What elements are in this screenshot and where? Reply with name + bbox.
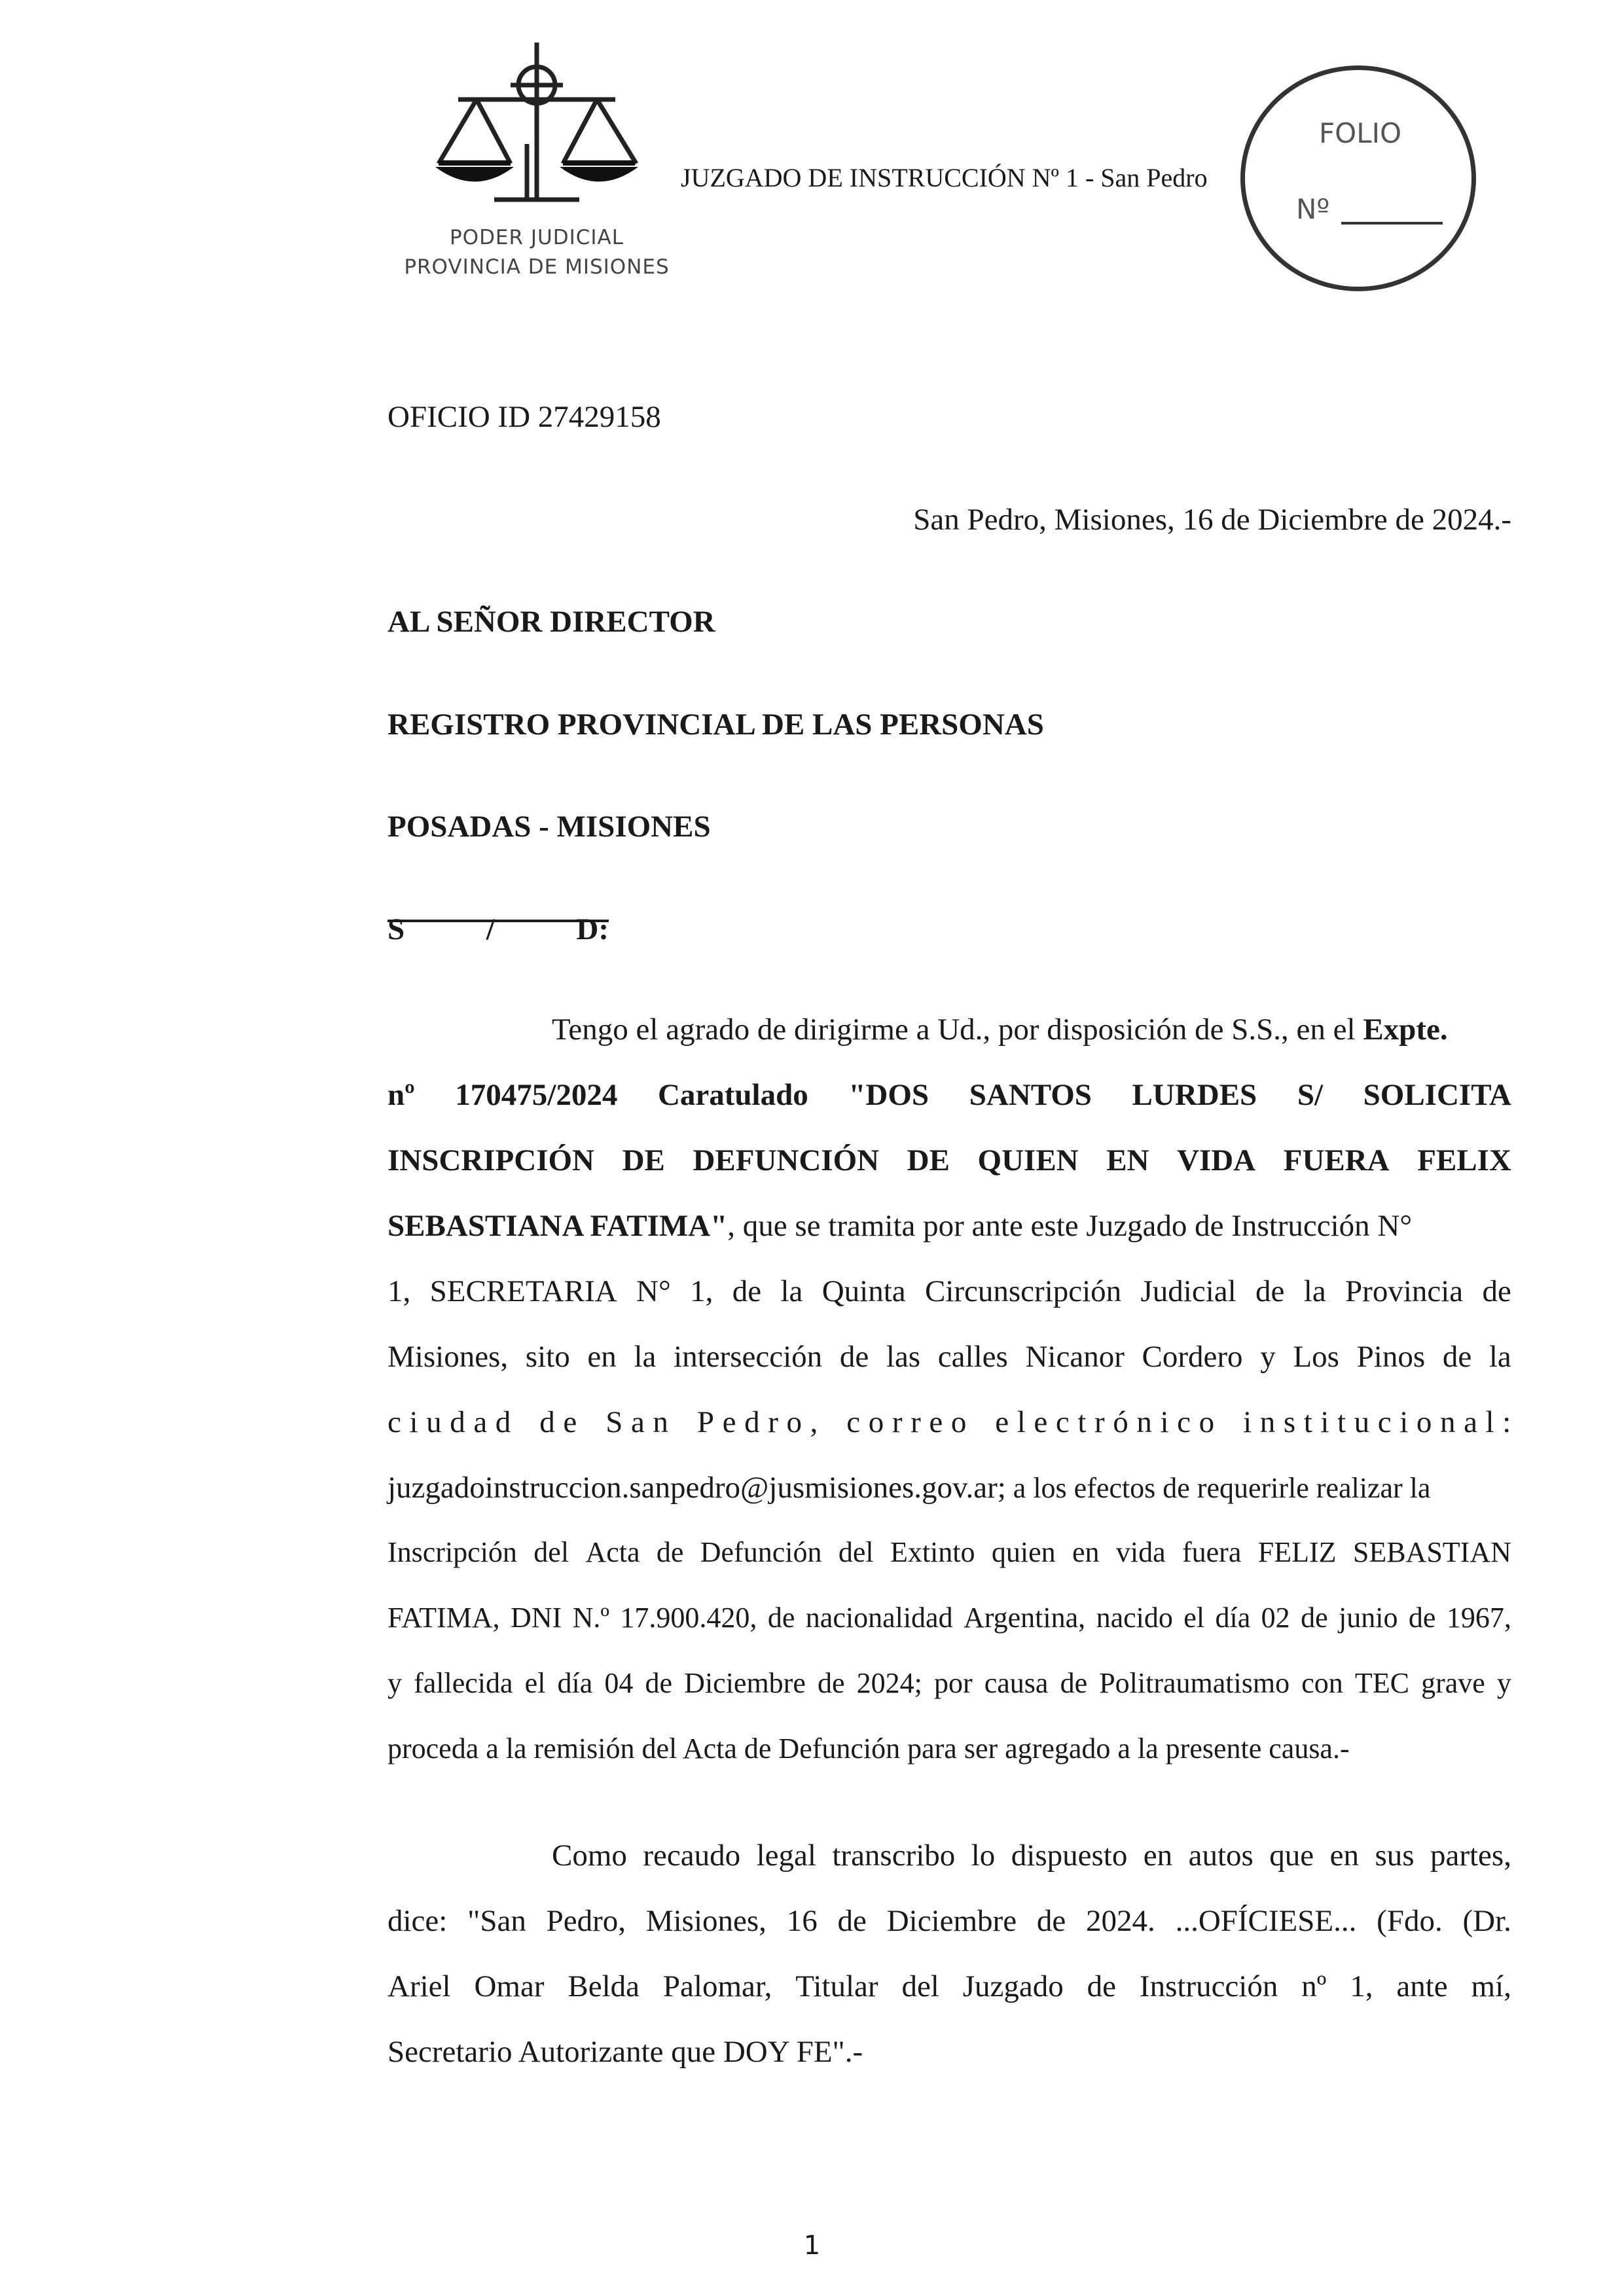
recipient-line-1: AL SEÑOR DIRECTOR <box>388 605 715 639</box>
word: 1, <box>690 1274 713 1308</box>
word: el <box>1183 1602 1205 1634</box>
word: i <box>1160 1405 1169 1439</box>
word: de <box>1087 1969 1117 2003</box>
word: que <box>1269 1839 1314 1873</box>
word: nº <box>1301 1969 1327 2003</box>
word: Pedro, <box>546 1904 626 1938</box>
word: r <box>1094 1405 1105 1439</box>
word: t <box>1337 1405 1346 1439</box>
word: : <box>1502 1405 1511 1439</box>
sd-underline <box>388 920 609 922</box>
word: del <box>838 1536 874 1568</box>
word: Caratulado <box>657 1078 808 1112</box>
word: 170475/2024 <box>455 1078 618 1112</box>
word: de <box>1482 1274 1511 1308</box>
para1-line-9 <box>388 1535 1511 1569</box>
word: SEBASTIAN <box>1352 1536 1511 1568</box>
word: DE <box>622 1143 665 1177</box>
word: Misiones, <box>388 1340 509 1374</box>
word <box>1223 1405 1235 1440</box>
word: a <box>1464 1405 1477 1439</box>
word: Diciembre <box>684 1667 806 1699</box>
word: de <box>645 1667 673 1699</box>
word: SOLICITA <box>1363 1078 1511 1112</box>
word: causa <box>984 1667 1049 1699</box>
word: Provincia <box>1345 1274 1464 1308</box>
word: de <box>1408 1602 1436 1634</box>
word: Juzgado <box>962 1969 1064 2003</box>
word: r <box>768 1405 778 1439</box>
word <box>826 1405 839 1440</box>
word <box>585 1405 598 1440</box>
para1-line-2 <box>388 1077 1511 1113</box>
para1-line-10 <box>388 1601 1511 1634</box>
para2-line-1 <box>552 1838 1511 1873</box>
word: "DOS <box>848 1078 929 1112</box>
word: el <box>524 1667 546 1699</box>
word: QUIEN <box>977 1143 1079 1177</box>
para1-line-3 <box>388 1143 1511 1178</box>
word: en <box>1143 1839 1173 1873</box>
word: lo <box>971 1839 996 1873</box>
word: (Dr. <box>1462 1904 1511 1938</box>
word: fallecida <box>414 1667 513 1699</box>
word: y <box>1260 1340 1276 1374</box>
word: Como <box>552 1839 627 1873</box>
word: transcribo <box>832 1839 956 1873</box>
word: por <box>933 1667 973 1699</box>
word: Pinos <box>1356 1340 1426 1374</box>
word: día <box>1215 1602 1251 1634</box>
word: la <box>1303 1274 1326 1308</box>
word: Extinto <box>890 1536 975 1568</box>
word: de <box>1442 1340 1472 1374</box>
word: FATIMA, <box>388 1602 500 1634</box>
word: Argentina, <box>964 1602 1086 1634</box>
word: INSCRIPCIÓN <box>388 1143 594 1177</box>
word: Ariel <box>388 1969 451 2003</box>
word: SECRETARIA <box>429 1274 617 1308</box>
word: recaudo <box>643 1839 741 1873</box>
sd-salutation: S / D: <box>388 912 609 946</box>
word: sus <box>1375 1839 1415 1873</box>
para1-line-7 <box>388 1405 1511 1440</box>
word: d <box>450 1405 465 1439</box>
word: en <box>1329 1839 1359 1873</box>
word: del <box>533 1536 569 1568</box>
word: la <box>780 1274 803 1308</box>
word: quien <box>991 1536 1056 1568</box>
word: DNI <box>510 1602 562 1634</box>
word: legal <box>756 1839 816 1873</box>
word: nacionalidad <box>805 1602 953 1634</box>
date-place: San Pedro, Misiones, 16 de Diciembre de 2024.- <box>913 503 1511 537</box>
court-email: juzgadoinstruccion.sanpedro@jusmisiones.gov.ar; <box>388 1471 1006 1505</box>
word: o <box>868 1405 884 1439</box>
word: día <box>557 1667 593 1699</box>
word: Belda <box>568 1969 640 2003</box>
word: N.º <box>572 1602 609 1634</box>
word: DE <box>907 1143 950 1177</box>
word: Omar <box>474 1969 545 2003</box>
word: 16 <box>786 1904 818 1938</box>
word: de <box>1255 1274 1285 1308</box>
word: EN <box>1106 1143 1149 1177</box>
word: e <box>722 1405 736 1439</box>
word: c <box>846 1405 861 1439</box>
word: l <box>1485 1405 1494 1439</box>
word: c <box>1055 1405 1070 1439</box>
word: con <box>1301 1667 1343 1699</box>
word: nº <box>388 1078 415 1112</box>
para1-line-12: proceda a la remisión del Acta de Defunción para ser agregado a la presente causa.- <box>388 1732 1350 1765</box>
word: SANTOS <box>969 1078 1092 1112</box>
word: 1967, <box>1446 1602 1511 1634</box>
word: d <box>539 1405 555 1439</box>
word: r <box>911 1405 921 1439</box>
word: de <box>656 1536 684 1568</box>
word: n <box>1259 1405 1276 1439</box>
word: c <box>1177 1405 1191 1439</box>
para2-line-3 <box>388 1969 1511 2004</box>
word: las <box>886 1340 921 1374</box>
court-header: JUZGADO DE INSTRUCCIÓN Nº 1 - San Pedro <box>681 163 1208 192</box>
word: l <box>1017 1405 1026 1439</box>
recipient-line-3: POSADAS - MISIONES <box>388 810 711 844</box>
word: i <box>1320 1405 1329 1439</box>
word: autos <box>1188 1839 1254 1873</box>
word: de <box>732 1274 762 1308</box>
word: Titular <box>795 1969 878 2003</box>
word: e <box>563 1405 577 1439</box>
poder-judicial-logo <box>399 39 674 288</box>
word: de <box>837 1904 867 1938</box>
word: 17.900.420, <box>620 1602 757 1634</box>
word: n <box>1136 1405 1152 1439</box>
word: "San <box>467 1904 526 1938</box>
word: DEFUNCIÓN <box>693 1143 880 1177</box>
word: r <box>892 1405 903 1439</box>
word: la <box>634 1340 657 1374</box>
page-number: 1 <box>803 2231 821 2261</box>
para2-line-2 <box>388 1903 1511 1939</box>
word: t <box>1303 1405 1312 1439</box>
word: partes, <box>1430 1839 1511 1873</box>
word: de <box>1036 1904 1066 1938</box>
folio-stamp <box>1240 65 1476 291</box>
word: 1, <box>1350 1969 1373 2003</box>
word: e <box>995 1405 1009 1439</box>
word: junio <box>1339 1602 1398 1634</box>
word: , <box>810 1405 818 1439</box>
word: grave <box>1421 1667 1485 1699</box>
word: Nicanor <box>1025 1340 1125 1374</box>
word: o <box>1416 1405 1432 1439</box>
word: u <box>426 1405 442 1439</box>
para1-line-6 <box>388 1339 1511 1374</box>
word: u <box>1354 1405 1370 1439</box>
word: e <box>929 1405 943 1439</box>
word: d <box>495 1405 511 1439</box>
word: Politraumatismo <box>1099 1667 1290 1699</box>
para1-line-8: juzgadoinstruccion.sanpedro@jusmisiones.gov.ar; a los efectos de requerirle realizar la <box>388 1471 1431 1505</box>
word: la <box>1489 1340 1511 1374</box>
para2-line-4: Secretario Autorizante que DOY FE".- <box>388 2035 863 2069</box>
word: de <box>1301 1602 1328 1634</box>
word: o <box>786 1405 802 1439</box>
word: n <box>1439 1405 1456 1439</box>
folio-blank-line <box>1341 222 1443 224</box>
word: ó <box>1113 1405 1128 1439</box>
word: dice: <box>388 1904 448 1938</box>
word: TEC <box>1354 1667 1409 1699</box>
word: (Fdo. <box>1377 1904 1443 1938</box>
word: Diciembre <box>886 1904 1017 1938</box>
word: P <box>696 1405 715 1439</box>
word <box>519 1405 532 1440</box>
word: i <box>1243 1405 1252 1439</box>
word: S <box>605 1405 623 1439</box>
word: Inscripción <box>388 1536 517 1568</box>
word: en <box>587 1340 617 1374</box>
word: Los <box>1293 1340 1339 1374</box>
word: i <box>1399 1405 1409 1439</box>
logo-line-2: PROVINCIA DE MISIONES <box>404 255 670 279</box>
word: intersección <box>674 1340 823 1374</box>
para1-line-1: Tengo el agrado de dirigirme a Ud., por disposición de S.S., en el Expte. <box>552 1013 1448 1047</box>
word: de <box>767 1602 795 1634</box>
word: a <box>630 1405 645 1439</box>
word: Misiones, <box>645 1904 767 1938</box>
word: 02 <box>1261 1602 1290 1634</box>
word: y <box>388 1667 402 1699</box>
word: a <box>473 1405 488 1439</box>
word: d <box>744 1405 760 1439</box>
word: c <box>1377 1405 1392 1439</box>
word: del <box>901 1969 939 2003</box>
recipient-line-2: REGISTRO PROVINCIAL DE LAS PERSONAS <box>388 708 1044 742</box>
word: FUERA <box>1283 1143 1390 1177</box>
word: y <box>1496 1667 1511 1699</box>
folio-label: FOLIO <box>1319 117 1402 149</box>
word: Palomar, <box>662 1969 772 2003</box>
word: de <box>839 1340 869 1374</box>
word: Defunción <box>700 1536 822 1568</box>
word: FELIZ <box>1257 1536 1337 1568</box>
word: vida <box>1115 1536 1166 1568</box>
word: Acta <box>585 1536 640 1568</box>
word: fuera <box>1182 1536 1242 1568</box>
word: i <box>409 1405 418 1439</box>
word: o <box>1199 1405 1215 1439</box>
word <box>677 1405 689 1440</box>
word: S/ <box>1297 1078 1324 1112</box>
word <box>975 1405 987 1440</box>
word: dispuesto <box>1011 1839 1128 1873</box>
word: 2024; <box>856 1667 922 1699</box>
word: c <box>388 1405 401 1439</box>
word: 04 <box>604 1667 634 1699</box>
word: Circunscripción <box>924 1274 1122 1308</box>
word: s <box>1283 1405 1296 1439</box>
word: Cordero <box>1142 1340 1243 1374</box>
word: 2024. <box>1086 1904 1155 1938</box>
word: calles <box>937 1340 1008 1374</box>
word: VIDA <box>1177 1143 1256 1177</box>
scales-of-justice-icon <box>432 39 641 216</box>
word: FELIX <box>1417 1143 1511 1177</box>
word: de <box>1060 1667 1088 1699</box>
folio-number-label: Nº <box>1296 193 1330 225</box>
para1-line-5 <box>388 1274 1511 1309</box>
oficio-id: OFICIO ID 27429158 <box>388 400 661 434</box>
word: e <box>1034 1405 1048 1439</box>
word: ...OFÍCIESE... <box>1175 1904 1357 1938</box>
word: nacido <box>1096 1602 1173 1634</box>
word: Judicial <box>1140 1274 1236 1308</box>
para1-line-11 <box>388 1666 1511 1700</box>
word: n <box>653 1405 668 1439</box>
word: mí, <box>1471 1969 1511 2003</box>
word: de <box>817 1667 845 1699</box>
word: LURDES <box>1132 1078 1257 1112</box>
word: en <box>1072 1536 1100 1568</box>
word: Instrucción <box>1139 1969 1278 2003</box>
word: Quinta <box>821 1274 906 1308</box>
word: t <box>1077 1405 1087 1439</box>
para1-line-4: SEBASTIANA FATIMA", que se tramita por ante este Juzgado de Instrucción N° <box>388 1209 1413 1243</box>
word: sito <box>525 1340 570 1374</box>
word: ante <box>1396 1969 1448 2003</box>
word: 1, <box>388 1274 411 1308</box>
word: N° <box>636 1274 671 1308</box>
logo-line-1: PODER JUDICIAL <box>449 226 624 249</box>
word: o <box>950 1405 967 1439</box>
